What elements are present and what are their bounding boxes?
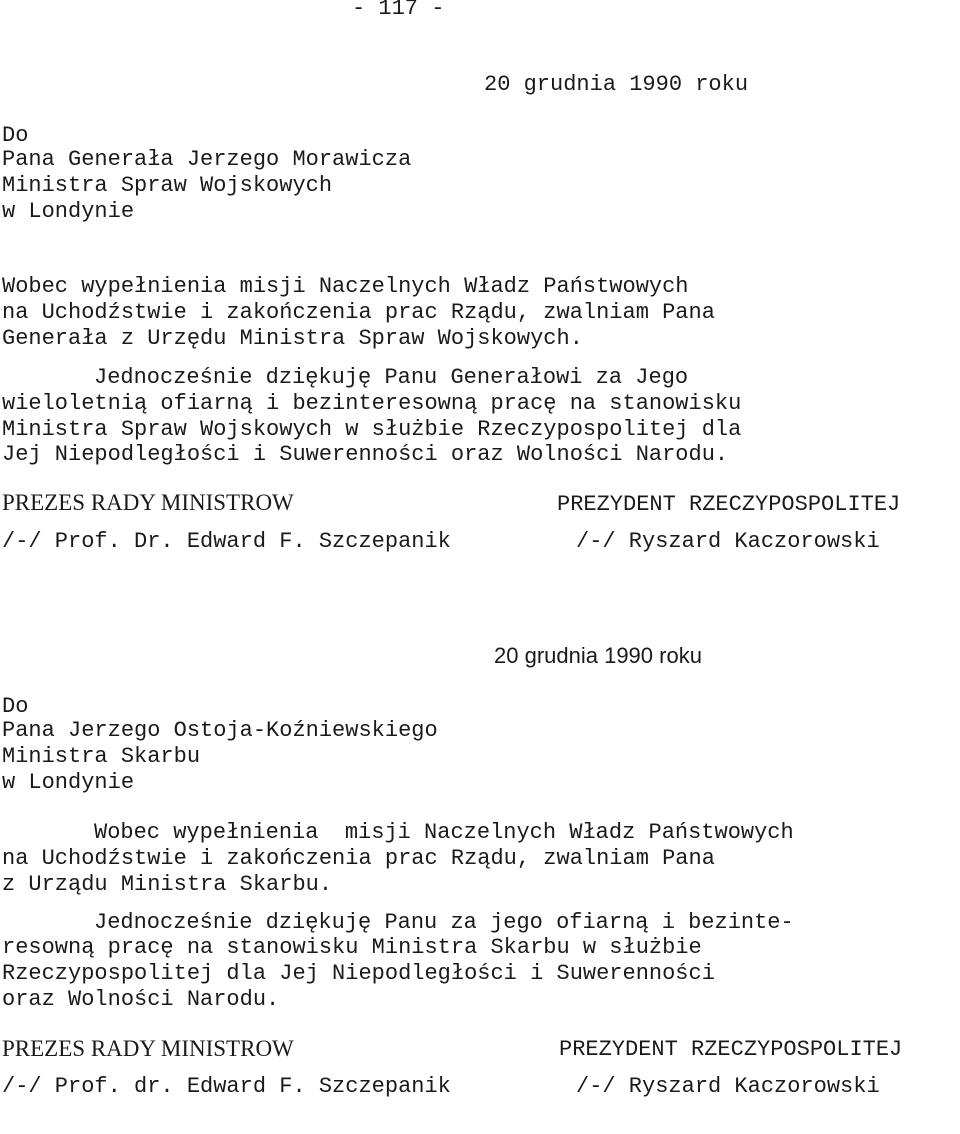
letter1-address-line: w Londynie <box>2 199 135 224</box>
letter2-signature-left-title: PREZES RADY MINISTROW <box>2 1036 294 1061</box>
letter1-body-line: Jednocześnie dziękuję Panu Generałowi za Jego <box>94 365 689 390</box>
letter2-body-line: oraz Wolności Narodu. <box>2 987 280 1012</box>
letter1-signature-right-title: PREZYDENT RZECZYPOSPOLITEJ <box>557 492 901 517</box>
letter1-address-line: Pana Generała Jerzego Morawicza <box>2 147 412 172</box>
letter1-body-line: wieloletnią ofiarną i bezinteresowną pracę na stanowisku <box>2 391 742 416</box>
letter1-body-line: Generała z Urzędu Ministra Spraw Wojskowych. <box>2 326 583 351</box>
letter2-body-line: na Uchodźstwie i zakończenia prac Rządu, zwalniam Pana <box>2 846 715 871</box>
letter2-body-line: z Urządu Ministra Skarbu. <box>2 872 333 897</box>
letter2-address-line: w Londynie <box>2 770 135 795</box>
letter1-date: 20 grudnia 1990 roku <box>484 72 749 97</box>
letter2-body-line: Jednocześnie dziękuję Panu za jego ofiarną i bezinte- <box>94 910 794 935</box>
letter2-signature-left-name: /-/ Prof. dr. Edward F. Szczepanik <box>2 1074 451 1099</box>
letter1-signature-left-title: PREZES RADY MINISTROW <box>2 490 294 515</box>
letter2-address-line: Pana Jerzego Ostoja-Koźniewskiego <box>2 718 438 743</box>
letter2-signature-right-title: PREZYDENT RZECZYPOSPOLITEJ <box>559 1037 903 1062</box>
letter1-body-line: na Uchodźstwie i zakończenia prac Rządu, zwalniam Pana <box>2 300 715 325</box>
page-number: - 117 - <box>352 0 445 21</box>
letter2-body-line: resowną pracę na stanowisku Ministra Skarbu w służbie <box>2 935 702 960</box>
letter1-address-line: Ministra Spraw Wojskowych <box>2 173 333 198</box>
letter1-body-line: Wobec wypełnienia misji Naczelnych Władz Państwowych <box>2 274 689 299</box>
letter2-body-line: Wobec wypełnienia misji Naczelnych Władz Państwowych <box>94 820 794 845</box>
letter2-address-line: Ministra Skarbu <box>2 744 201 769</box>
letter2-address-line: Do <box>2 694 29 719</box>
letter1-body-line: Ministra Spraw Wojskowych w służbie Rzeczypospolitej dla <box>2 417 742 442</box>
letter2-signature-right-name: /-/ Ryszard Kaczorowski <box>576 1074 880 1099</box>
letter2-date: 20 grudnia 1990 roku <box>494 643 702 668</box>
letter1-address-line: Do <box>2 123 29 148</box>
letter2-body-line: Rzeczypospolitej dla Jej Niepodległości i Suwerenności <box>2 961 715 986</box>
letter1-body-line: Jej Niepodległości i Suwerenności oraz Wolności Narodu. <box>2 442 729 467</box>
letter1-signature-left-name: /-/ Prof. Dr. Edward F. Szczepanik <box>2 529 451 554</box>
letter1-signature-right-name: /-/ Ryszard Kaczorowski <box>576 529 880 554</box>
